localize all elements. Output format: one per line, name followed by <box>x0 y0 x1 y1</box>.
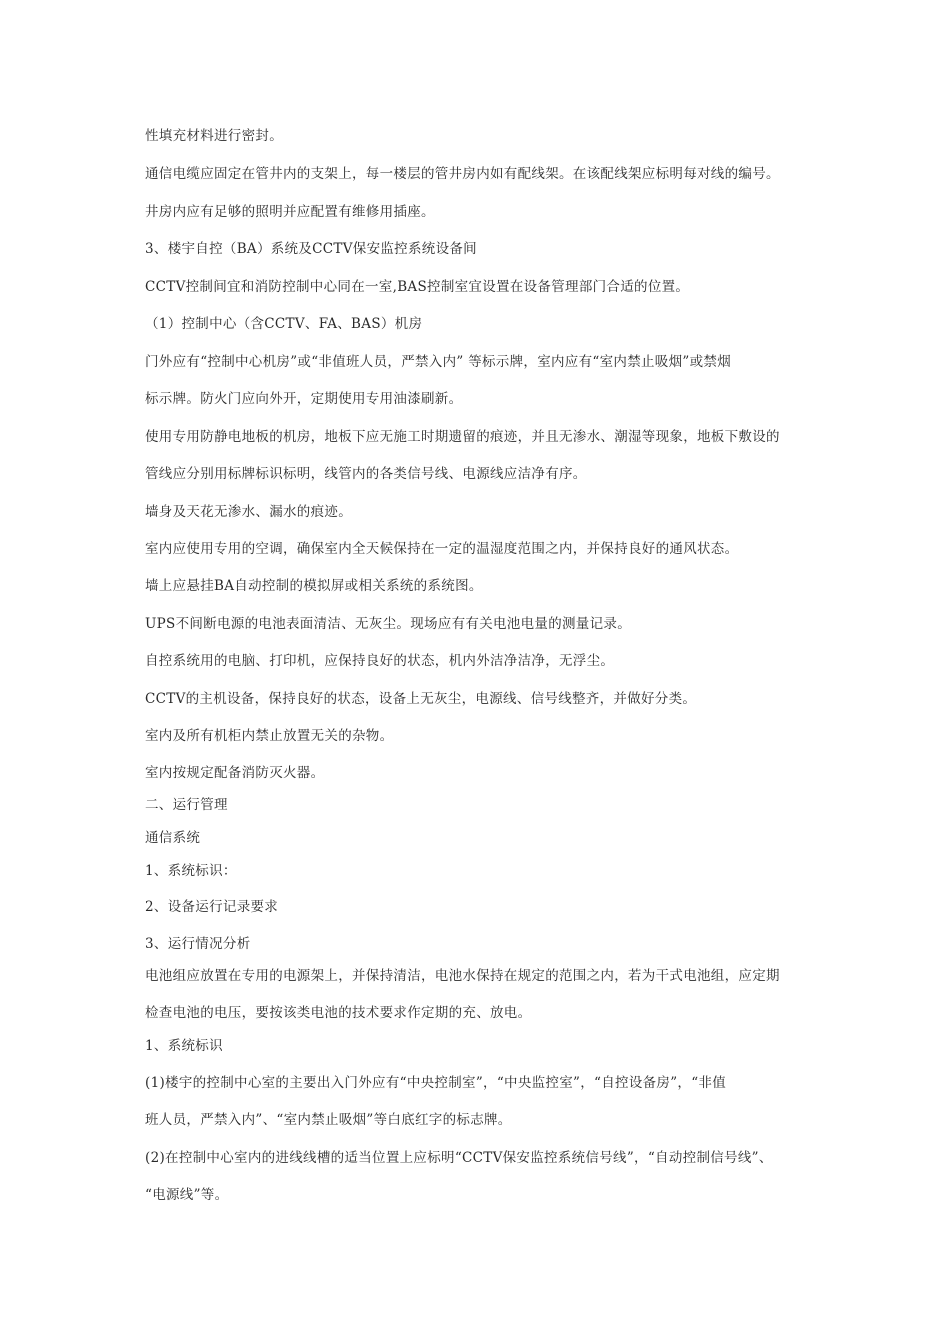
text-line: 门外应有“控制中心机房”或“非值班人员，严禁入内” 等标示牌，室内应有“室内禁止吸烟”或禁烟 <box>145 354 731 370</box>
text-line: 性填充材料进行密封。 <box>145 128 283 144</box>
text-line: 班人员，严禁入内”、“室内禁止吸烟”等白底红字的标志牌。 <box>145 1112 512 1128</box>
section-heading: 二、运行管理 <box>145 797 228 813</box>
text-line: 墙身及天花无渗水、漏水的痕迹。 <box>145 504 352 520</box>
text-line: 使用专用防静电地板的机房，地板下应无施工时期遗留的痕迹，并且无渗水、潮湿等现象，地板下敷设的 <box>145 429 780 445</box>
list-item: 1、系统标识： <box>145 863 237 879</box>
section-heading: 3、楼宇自控（BA）系统及CCTV保安监控系统设备间 <box>145 241 477 257</box>
list-item: 3、运行情况分析 <box>145 936 251 952</box>
text-line: 墙上应悬挂BA自动控制的模拟屏或相关系统的系统图。 <box>145 578 483 594</box>
list-item: 2、设备运行记录要求 <box>145 899 279 915</box>
text-line: CCTV控制间宜和消防控制中心同在一室,BAS控制室宜设置在设备管理部门合适的位置。 <box>145 279 690 295</box>
text-line: 标示牌。防火门应向外开，定期使用专用油漆刷新。 <box>145 391 463 407</box>
text-line: 室内应使用专用的空调，确保室内全天候保持在一定的温湿度范围之内，并保持良好的通风状态。 <box>145 541 739 557</box>
text-line: 井房内应有足够的照明并应配置有维修用插座。 <box>145 204 435 220</box>
text-line: 管线应分别用标牌标识标明，线管内的各类信号线、电源线应洁净有序。 <box>145 466 587 482</box>
text-line: 通信电缆应固定在管井内的支架上，每一楼层的管井房内如有配线架。在该配线架应标明每对线的编号。 <box>145 166 780 182</box>
sub-heading: 通信系统 <box>145 830 201 846</box>
text-line: CCTV的主机设备，保持良好的状态，设备上无灰尘，电源线、信号线整齐，并做好分类。 <box>145 691 697 707</box>
text-line: 自控系统用的电脑、打印机，应保持良好的状态，机内外洁净洁净，无浮尘。 <box>145 653 615 669</box>
text-line: (1)楼宇的控制中心室的主要出入门外应有“中央控制室”，“中央监控室”，“自控设备房”，“非值 <box>145 1075 727 1091</box>
text-line: “电源线”等。 <box>145 1187 229 1203</box>
text-line: (2)在控制中心室内的进线线槽的适当位置上应标明“CCTV保安监控系统信号线”，“自动控制信号线”、 <box>145 1150 773 1166</box>
text-line: 检查电池的电压，要按该类电池的技术要求作定期的充、放电。 <box>145 1005 532 1021</box>
sub-heading: （1）控制中心（含CCTV、FA、BAS）机房 <box>145 316 423 332</box>
text-line: UPS不间断电源的电池表面清洁、无灰尘。现场应有有关电池电量的测量记录。 <box>145 616 632 632</box>
list-item: 1、系统标识 <box>145 1038 223 1054</box>
text-line: 室内按规定配备消防灭火器。 <box>145 765 325 781</box>
text-line: 电池组应放置在专用的电源架上，并保持清洁，电池水保持在规定的范围之内，若为干式电池组，应定期 <box>145 968 780 984</box>
text-line: 室内及所有机柜内禁止放置无关的杂物。 <box>145 728 394 744</box>
